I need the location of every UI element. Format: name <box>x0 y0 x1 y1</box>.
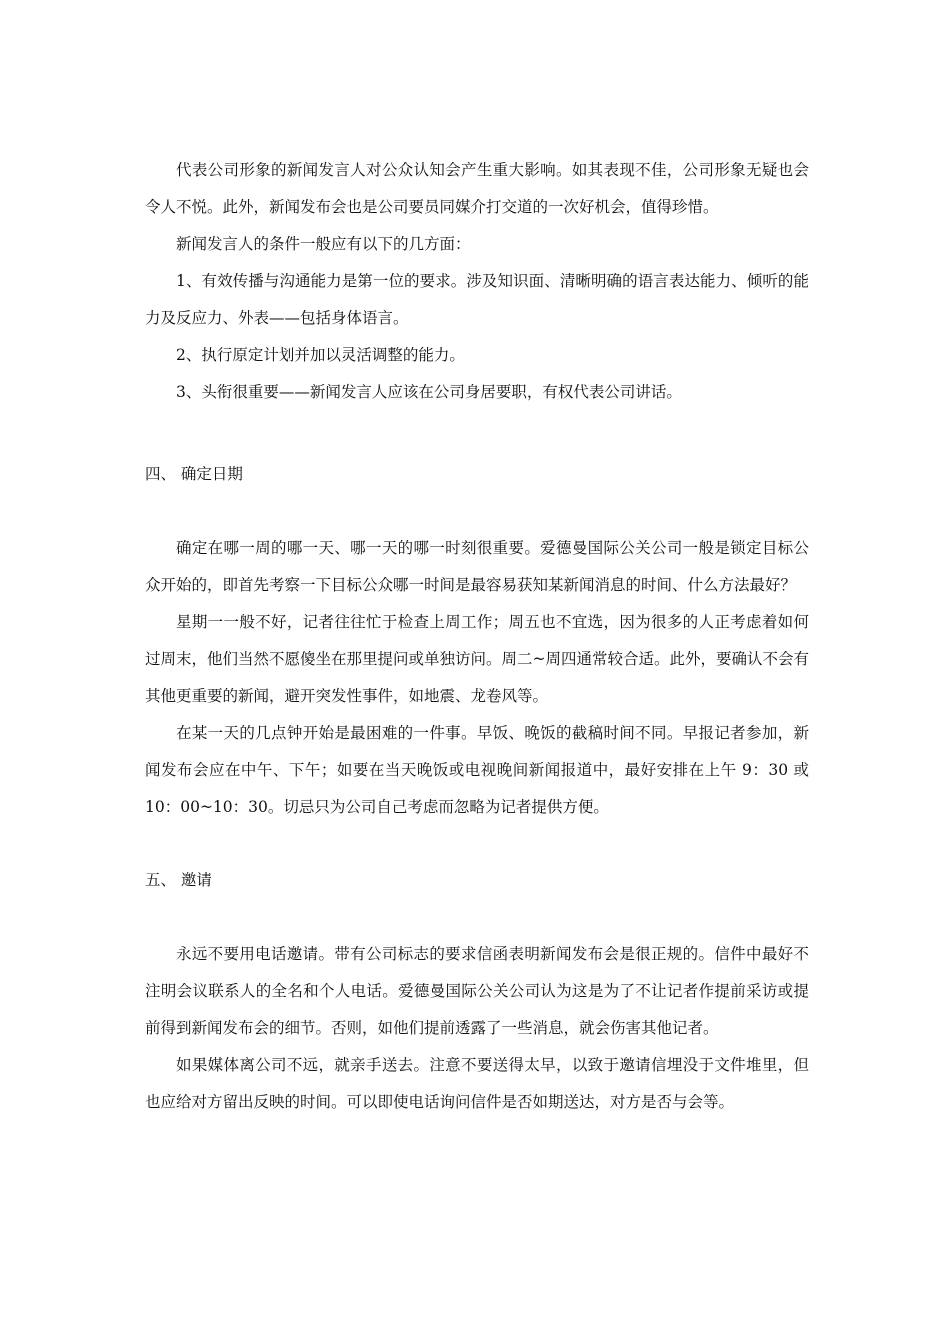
paragraph: 代表公司形象的新闻发言人对公众认知会产生重大影响。如其表现不佳，公司形象无疑也会令人不悦。此外，新闻发布会也是公司要员同媒介打交道的一次好机会，值得珍惜。 <box>145 161 809 216</box>
paragraph: 如果媒体离公司不远，就亲手送去。注意不要送得太早，以致于邀请信埋没于文件堆里，但也应给对方留出反映的时间。可以即使电话询问信件是否如期送达，对方是否与会等。 <box>145 1056 809 1111</box>
paragraph: 在某一天的几点钟开始是最困难的一件事。早饭、晚饭的截稿时间不同。早报记者参加，新闻发布会应在中午、下午；如要在当天晚饭或电视晚间新闻报道中，最好安排在上午 9：30 或 10：00~10：30。切忌只为公司自己考虑而忽略为记者提供方便。 <box>145 724 809 816</box>
paragraph: 确定在哪一周的哪一天、哪一天的哪一时刻很重要。爱德曼国际公关公司一般是锁定目标公众开始的，即首先考察一下目标公众哪一时间是最容易获知某新闻消息的时间、什么方法最好？ <box>145 539 809 594</box>
block-intro <box>145 152 809 411</box>
paragraph: 新闻发言人的条件一般应有以下的几方面： <box>176 235 471 253</box>
section-4 <box>145 456 809 493</box>
paragraph: 2、执行原定计划并加以灵活调整的能力。 <box>176 346 465 364</box>
block-invite <box>145 936 809 1121</box>
section-heading: 四、 确定日期 <box>145 465 243 483</box>
paragraph: 3、头衔很重要——新闻发言人应该在公司身居要职，有权代表公司讲话。 <box>176 383 682 401</box>
section-heading: 五、 邀请 <box>145 871 212 889</box>
block-date <box>145 530 809 826</box>
paragraph: 1、有效传播与沟通能力是第一位的要求。涉及知识面、清晰明确的语言表达能力、倾听的能力及反应力、外表——包括身体语言。 <box>145 272 809 327</box>
paragraph: 永远不要用电话邀请。带有公司标志的要求信函表明新闻发布会是很正规的。信件中最好不注明会议联系人的全名和个人电话。爱德曼国际公关公司认为这是为了不让记者作提前采访或提前得到新闻发布会的细节。否则，如他们提前透露了一些消息，就会伤害其他记者。 <box>145 945 809 1037</box>
paragraph: 星期一一般不好，记者往往忙于检查上周工作；周五也不宜选，因为很多的人正考虑着如何过周末，他们当然不愿傻坐在那里提问或单独访问。周二~周四通常较合适。此外，要确认不会有其他更重要的新闻，避开突发性事件，如地震、龙卷风等。 <box>145 613 809 705</box>
section-5 <box>145 862 809 899</box>
